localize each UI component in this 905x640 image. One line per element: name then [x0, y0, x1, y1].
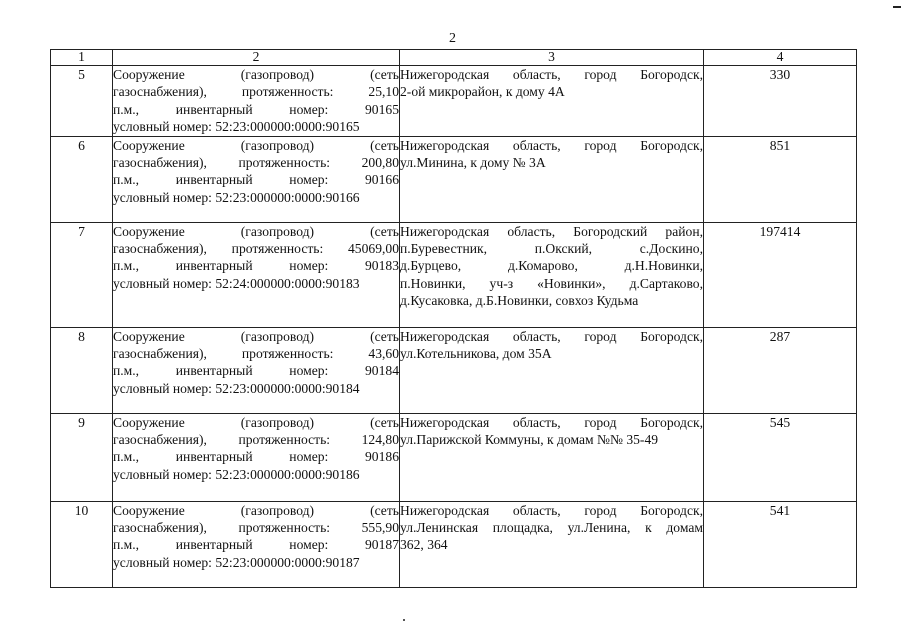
column-header-2: 2 [113, 50, 400, 66]
description-line: газоснабжения), протяженность: 25,10 [113, 84, 399, 100]
description-line: п.м., инвентарный номер: 90187 [113, 537, 399, 553]
structure-description [113, 66, 400, 137]
address-line: Нижегородская область, город Богородск, [400, 502, 703, 518]
description-line: Сооружение (газопровод) (сеть [113, 223, 399, 239]
table-row [51, 327, 857, 413]
description-line: Сооружение (газопровод) (сеть [113, 137, 399, 153]
description-line: Сооружение (газопровод) (сеть [113, 328, 399, 344]
value: 541 [704, 501, 857, 587]
address-line: Нижегородская область, город Богородск, [400, 137, 703, 153]
structure-description [113, 222, 400, 327]
row-number: 7 [51, 222, 113, 327]
address [400, 136, 704, 222]
table-row [51, 501, 857, 587]
description-line: п.м., инвентарный номер: 90186 [113, 449, 399, 465]
row-number: 10 [51, 501, 113, 587]
value: 330 [704, 66, 857, 137]
address-line: ул.Котельникова, дом 35А [400, 346, 552, 362]
column-header-4: 4 [704, 50, 857, 66]
description-line: Сооружение (газопровод) (сеть [113, 414, 399, 430]
address-line: Нижегородская область, город Богородск, [400, 67, 703, 82]
description-line: п.м., инвентарный номер: 90184 [113, 363, 399, 379]
column-header-1: 1 [51, 50, 113, 66]
row-number: 9 [51, 413, 113, 501]
description-line: условный номер: 52:24:000000:0000:90183 [113, 275, 360, 291]
table-header-row [51, 50, 857, 66]
description-line: условный номер: 52:23:000000:0000:90184 [113, 380, 360, 396]
value: 545 [704, 413, 857, 501]
address-line: 362, 364 [400, 537, 448, 553]
description-line: газоснабжения), протяженность: 124,80 [113, 432, 399, 448]
description-line: п.м., инвентарный номер: 90183 [113, 258, 399, 274]
description-line: условный номер: 52:23:000000:0000:90186 [113, 466, 360, 482]
description-line: газоснабжения), протяженность: 200,80 [113, 155, 399, 171]
description-line: газоснабжения), протяженность: 43,60 [113, 346, 399, 362]
address-line: 2-ой микрорайон, к дому 4А [400, 84, 565, 100]
address [400, 327, 704, 413]
structure-description [113, 327, 400, 413]
address-line: д.Бурцево, д.Комарово, д.Н.Новинки, [400, 258, 703, 274]
corner-mark [893, 6, 901, 8]
row-number: 5 [51, 66, 113, 137]
description-line: условный номер: 52:23:000000:0000:90187 [113, 554, 360, 570]
value: 287 [704, 327, 857, 413]
description-line: п.м., инвентарный номер: 90165 [113, 101, 399, 117]
row-number: 6 [51, 136, 113, 222]
table-row [51, 222, 857, 327]
structure-description [113, 413, 400, 501]
address-line: Нижегородская область, город Богородск, [400, 414, 703, 430]
column-header-3: 3 [400, 50, 704, 66]
description-line: Сооружение (газопровод) (сеть [113, 67, 399, 82]
address-line: ул.Минина, к дому № 3А [400, 155, 546, 171]
address-line: п.Новинки, уч-з «Новинки», д.Сартаково, [400, 275, 703, 291]
address-line: ул.Парижской Коммуны, к домам №№ 35-49 [400, 432, 659, 448]
table-row [51, 413, 857, 501]
structure-description [113, 136, 400, 222]
property-table [50, 49, 857, 588]
address-line: п.Буревестник, п.Окский, с.Доскино, [400, 241, 703, 257]
address [400, 501, 704, 587]
description-line: условный номер: 52:23:000000:0000:90165 [113, 119, 360, 135]
address-line: д.Кусаковка, д.Б.Новинки, совхоз Кудьма [400, 293, 639, 309]
address-line: Нижегородская область, город Богородск, [400, 328, 703, 344]
row-number: 8 [51, 327, 113, 413]
address [400, 66, 704, 137]
value: 197414 [704, 222, 857, 327]
description-line: газоснабжения), протяженность: 45069,00 [113, 241, 399, 257]
address-line: ул.Ленинская площадка, ул.Ленина, к домам [400, 520, 703, 536]
address [400, 222, 704, 327]
structure-description [113, 501, 400, 587]
address-line: Нижегородская область, Богородский район, [400, 223, 703, 239]
description-line: условный номер: 52:23:000000:0000:90166 [113, 189, 360, 205]
table-row [51, 136, 857, 222]
table-row [51, 66, 857, 137]
scan-speck [403, 619, 405, 621]
description-line: газоснабжения), протяженность: 555,90 [113, 520, 399, 536]
description-line: п.м., инвентарный номер: 90166 [113, 172, 399, 188]
address [400, 413, 704, 501]
page-number: 2 [449, 31, 456, 46]
value: 851 [704, 136, 857, 222]
description-line: Сооружение (газопровод) (сеть [113, 502, 399, 518]
